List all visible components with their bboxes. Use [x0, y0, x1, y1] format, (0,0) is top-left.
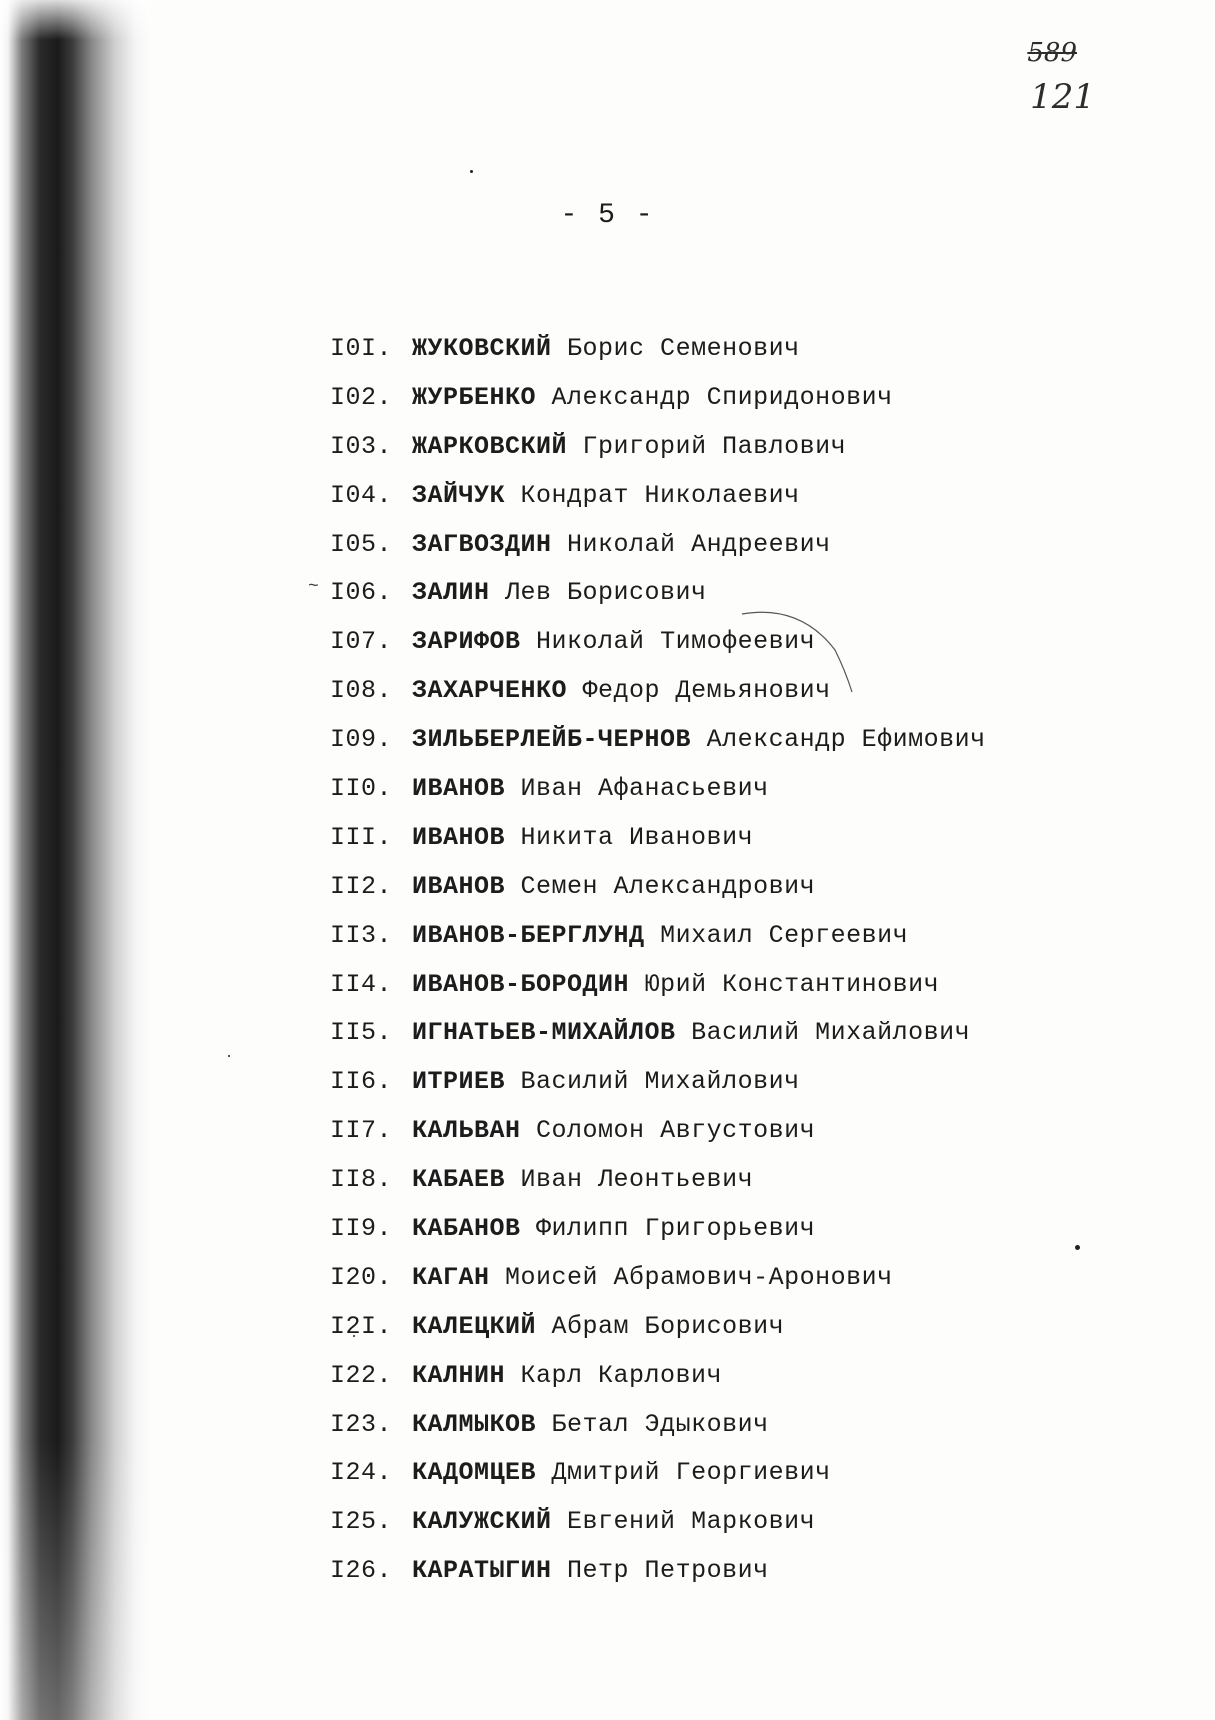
entry-number: I06.	[330, 578, 393, 608]
entry-number: II5.	[330, 1018, 393, 1048]
entry-number: II3.	[330, 920, 393, 950]
list-item	[330, 569, 986, 618]
entry-surname: КАЛУЖСКИЙ	[412, 1507, 552, 1537]
entry-number: II2.	[330, 871, 393, 901]
archive-number-new: 121	[1030, 77, 1095, 117]
entry-surname: КАБАНОВ	[412, 1214, 521, 1244]
entry-surname: КАДОМЦЕВ	[412, 1458, 537, 1488]
entry-number: I26.	[330, 1556, 393, 1586]
entry-surname: ИГНАТЬЕВ-МИХАЙЛОВ	[412, 1018, 676, 1048]
list-item	[330, 472, 986, 521]
entry-number: II9.	[330, 1214, 393, 1244]
entry-surname: КАГАН	[412, 1262, 490, 1292]
list-item	[330, 1107, 986, 1156]
names-list	[330, 325, 986, 1596]
archive-page-number	[1027, 38, 1095, 117]
entry-given-names: Дмитрий Георгиевич	[551, 1458, 831, 1488]
entry-number: I22.	[330, 1360, 393, 1390]
binding-shadow-fade-bottom	[0, 1440, 150, 1720]
paper-speck	[470, 170, 473, 173]
list-item	[330, 961, 986, 1010]
list-item	[330, 1156, 986, 1205]
entry-surname: ЗАЛИН	[412, 578, 490, 608]
entry-number: I0I.	[330, 334, 393, 363]
entry-given-names: Федор Демьянович	[582, 676, 831, 706]
entry-given-names: Григорий Павлович	[582, 431, 847, 461]
entry-given-names: Филипп Григорьевич	[536, 1214, 816, 1244]
entry-given-names: Василий Михайлович	[520, 1067, 800, 1097]
binding-shadow-fade-top	[0, 0, 150, 40]
entry-given-names: Борис Семенович	[567, 334, 800, 363]
entry-surname: ЗАГВОЗДИН	[412, 529, 552, 559]
entry-given-names: Петр Петрович	[567, 1556, 769, 1586]
list-item	[330, 1009, 986, 1058]
list-item	[330, 716, 986, 765]
entry-number: II6.	[330, 1067, 393, 1097]
entry-number: I08.	[330, 676, 393, 706]
entry-number: I23.	[330, 1409, 393, 1439]
list-item	[330, 1205, 986, 1254]
entry-given-names: Евгений Маркович	[567, 1507, 816, 1537]
entry-number: I02.	[330, 382, 393, 412]
entry-surname: ИВАНОВ	[412, 774, 506, 804]
entry-number: I03.	[330, 431, 393, 461]
entry-number: II4.	[330, 969, 393, 999]
entry-given-names: Семен Александрович	[520, 871, 816, 901]
entry-number: I09.	[330, 725, 393, 755]
entry-given-names: Карл Карлович	[520, 1360, 723, 1390]
entry-surname: ЖУРБЕНКО	[412, 382, 537, 412]
entry-surname: ИВАНОВ	[412, 871, 506, 901]
entry-given-names: Александр Спиридонович	[551, 382, 893, 412]
entry-given-names: Александр Ефимович	[706, 725, 986, 755]
list-item	[330, 1303, 986, 1352]
entry-surname: ИВАНОВ-БЕРГЛУНД	[412, 920, 645, 950]
entry-given-names: Василий Михайлович	[691, 1018, 971, 1048]
entry-given-names: Никита Иванович	[520, 822, 754, 852]
entry-given-names: Николай Тимофеевич	[536, 627, 816, 657]
entry-given-names: Моисей Абрамович-Аронович	[505, 1262, 893, 1292]
list-item	[330, 1254, 986, 1303]
entry-surname: КАБАЕВ	[412, 1165, 506, 1195]
entry-number: I24.	[330, 1458, 393, 1488]
list-item	[330, 1352, 986, 1401]
entry-given-names: Николай Андреевич	[567, 529, 831, 559]
entry-surname: КАЛЕЦКИЙ	[412, 1311, 537, 1341]
entry-surname: ИВАНОВ-БОРОДИН	[412, 969, 630, 999]
entry-surname: ЗАЙЧУК	[412, 480, 506, 510]
entry-surname: ИВАНОВ	[412, 822, 506, 852]
entry-number: I2I.	[330, 1311, 393, 1341]
entry-surname: КАЛЬВАН	[412, 1116, 521, 1146]
list-item	[330, 912, 986, 961]
entry-number: I05.	[330, 529, 393, 559]
list-item	[330, 1498, 986, 1547]
entry-number: I04.	[330, 480, 393, 510]
entry-given-names: Абрам Борисович	[551, 1311, 785, 1341]
entry-number: II0.	[330, 774, 393, 804]
entry-number: I07.	[330, 627, 393, 657]
entry-surname: КАЛНИН	[412, 1360, 506, 1390]
entry-number: II7.	[330, 1116, 393, 1146]
list-item	[330, 618, 986, 667]
list-item	[330, 1547, 986, 1596]
list-item	[330, 863, 986, 912]
entry-number: III.	[330, 822, 393, 852]
entry-given-names: Иван Леонтьевич	[520, 1165, 754, 1195]
list-item	[330, 521, 986, 570]
list-item	[330, 325, 986, 374]
entry-surname: ЗАХАРЧЕНКО	[412, 676, 568, 706]
entry-given-names: Бетал Эдыкович	[551, 1409, 769, 1439]
paper-speck	[1075, 1245, 1080, 1250]
entry-number: I20.	[330, 1262, 393, 1292]
entry-given-names: Михаил Сергеевич	[660, 920, 909, 950]
entry-surname: ЗАРИФОВ	[412, 627, 521, 657]
list-item	[330, 1449, 986, 1498]
entry-surname: ЗИЛЬБЕРЛЕЙБ-ЧЕРНОВ	[412, 725, 692, 755]
list-item	[330, 423, 986, 472]
handwritten-check-mark: ~	[308, 577, 319, 597]
entry-surname: ЖАРКОВСКИЙ	[412, 431, 568, 461]
entry-surname: ИТРИЕВ	[412, 1067, 506, 1097]
entry-surname: КАЛМЫКОВ	[412, 1409, 537, 1439]
entry-number: I25.	[330, 1507, 393, 1537]
list-item	[330, 814, 986, 863]
entry-given-names: Кондрат Николаевич	[520, 480, 800, 510]
paper-speck	[228, 1055, 230, 1057]
entry-number: II8.	[330, 1165, 393, 1195]
list-item	[330, 1401, 986, 1450]
entry-surname: ЖУКОВСКИЙ	[412, 334, 552, 363]
entry-given-names: Соломон Августович	[536, 1116, 816, 1146]
list-item	[330, 765, 986, 814]
entry-given-names: Юрий Константинович	[644, 969, 940, 999]
entry-given-names: Лев Борисович	[505, 578, 707, 608]
entry-surname: КАРАТЫГИН	[412, 1556, 552, 1586]
list-item	[330, 1058, 986, 1107]
list-item	[330, 374, 986, 423]
entry-given-names: Иван Афанасьевич	[520, 774, 769, 804]
list-item	[330, 667, 986, 716]
archive-number-old: 589	[1027, 38, 1077, 68]
page-number: - 5 -	[560, 200, 655, 231]
